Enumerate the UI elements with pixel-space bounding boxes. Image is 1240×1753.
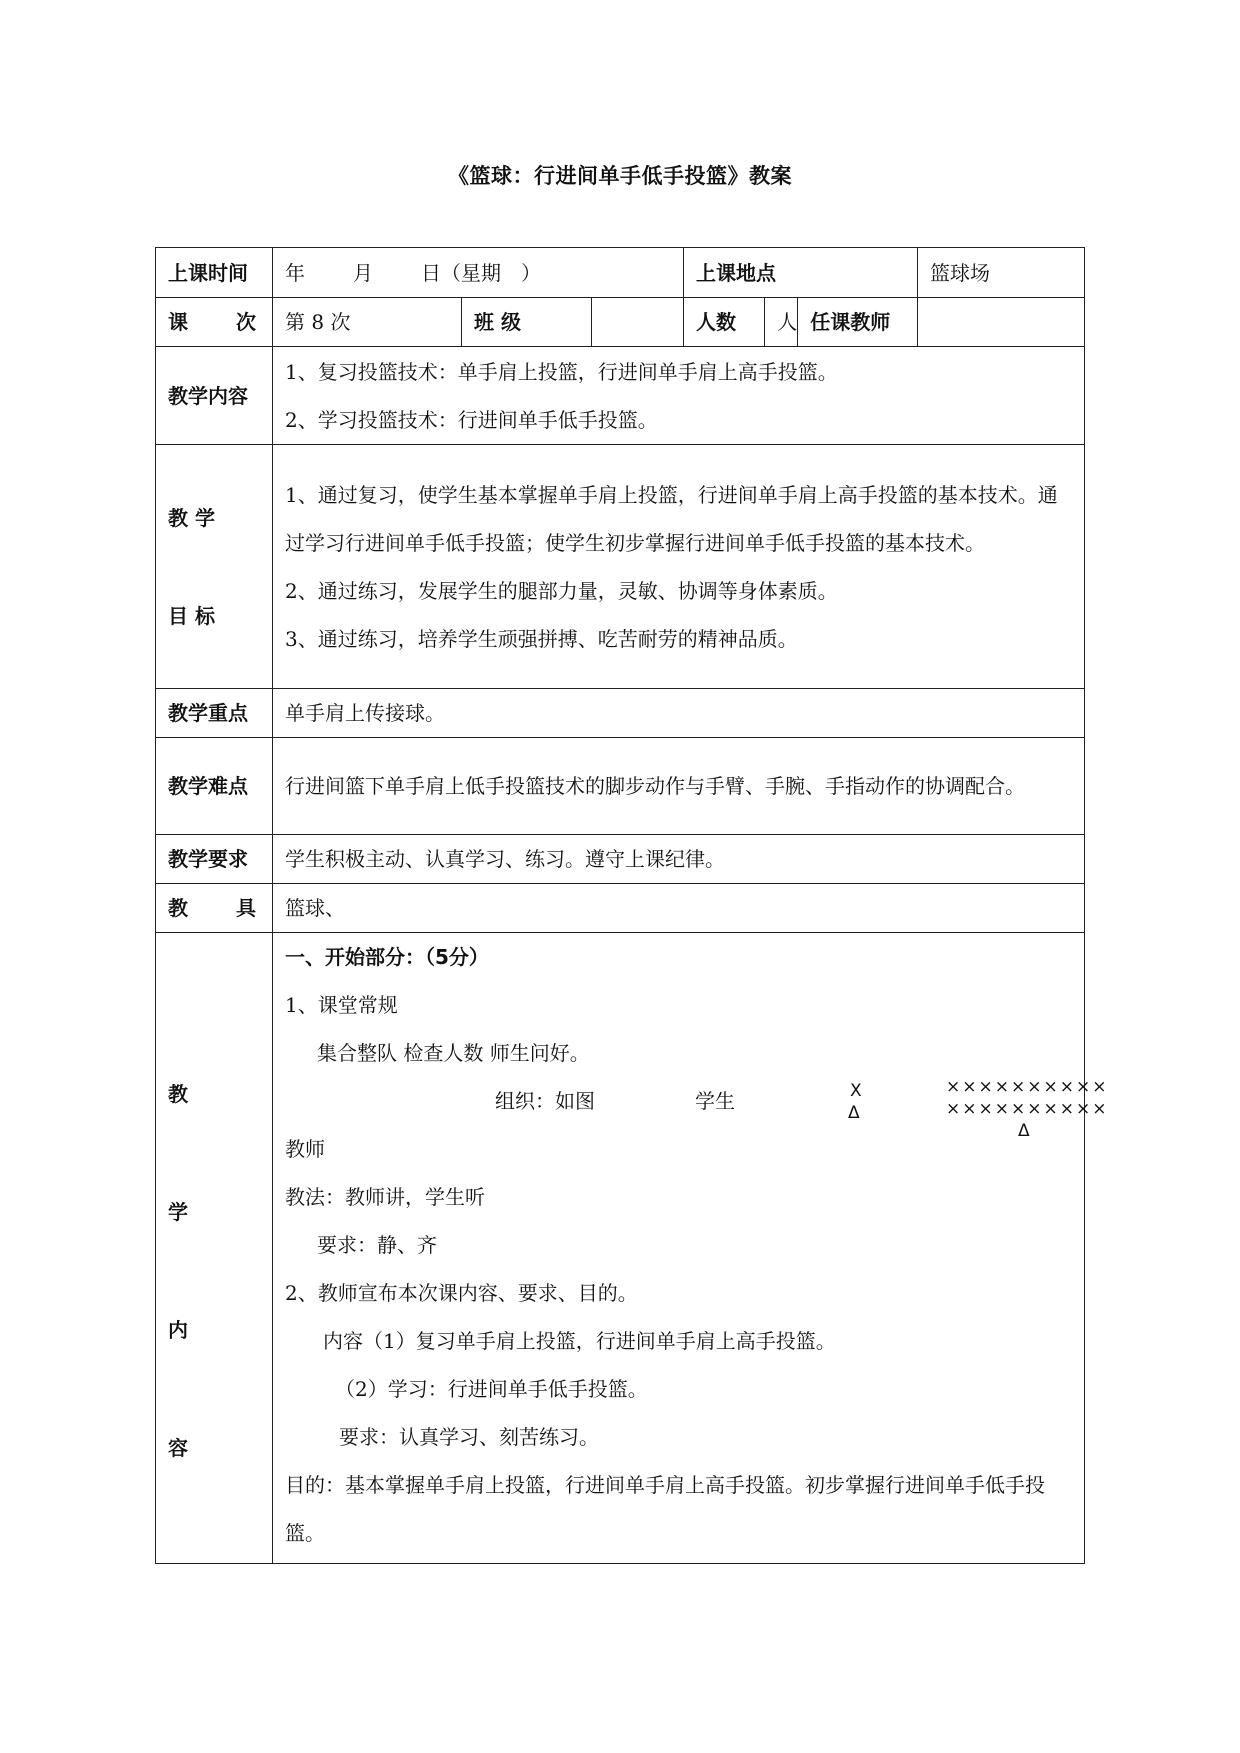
count-label-cell — [684, 298, 765, 346]
formation-row-1: ×××××××××× — [946, 1077, 1109, 1097]
process-label-cell — [156, 933, 273, 1564]
purpose-line: 目的：基本掌握单手肩上投篮，行进间单手肩上高手投篮。初步掌握行进间单手低手投篮。 — [285, 1473, 1045, 1545]
time-month: 月 — [353, 260, 373, 285]
row-requirement — [156, 835, 1085, 884]
content-line-2: 2、学习投篮技术：行进间单手低手投篮。 — [285, 407, 658, 432]
class-label-cell — [462, 298, 592, 347]
requirement-value-cell — [273, 835, 1085, 884]
place-label-cell — [684, 248, 918, 298]
count-value: 人 — [777, 310, 798, 334]
requirement-value: 学生积极主动、认真学习、练习。遵守上课纪律。 — [285, 847, 725, 871]
teacher-value — [918, 298, 1084, 346]
process-label-char-3: 内 — [168, 1318, 188, 1342]
count-value-cell — [765, 298, 798, 346]
row-teaching-process — [156, 933, 1085, 1564]
lesson-label-cell — [156, 298, 273, 347]
process-label-char-2: 学 — [168, 1200, 188, 1224]
row-time-place — [156, 248, 1085, 298]
count-cells — [684, 298, 918, 347]
class-label: 班 级 — [474, 310, 521, 334]
lesson-value-cell — [273, 298, 462, 347]
class-value-cell — [592, 298, 684, 347]
place-label: 上课地点 — [696, 260, 776, 285]
equipment-value: 篮球、 — [285, 896, 345, 920]
teacher-label-cell — [798, 298, 917, 346]
row-teaching-goals — [156, 445, 1085, 689]
content-label-cell — [156, 347, 273, 445]
lesson-label-a: 课 — [168, 310, 188, 334]
requirement-line-1: 要求：静、齐 — [317, 1233, 437, 1257]
equipment-label-b: 具 — [236, 896, 256, 920]
time-day: 日（星期 ） — [421, 260, 541, 285]
lesson-label-b: 次 — [236, 310, 256, 334]
process-value-cell — [273, 933, 1109, 1564]
content-line-1: 1、复习投篮技术：单手肩上投篮，行进间单手肩上高手投篮。 — [285, 359, 838, 384]
assembly-line: 集合整队 检查人数 师生问好。 — [317, 1041, 590, 1065]
routine-item: 1、课堂常规 — [285, 993, 398, 1017]
requirement-label: 教学要求 — [168, 847, 248, 871]
legend-student-symbol: X — [850, 1081, 864, 1101]
goals-line-2: 2、通过练习，发展学生的腿部力量，灵敏、协调等身体素质。 — [285, 578, 838, 603]
equipment-label-cell — [156, 884, 273, 933]
goals-value-cell — [273, 445, 1085, 689]
row-teaching-content — [156, 347, 1085, 445]
place-value-cell — [918, 248, 1085, 298]
content-line-b: （2）学习：行进间单手低手投篮。 — [335, 1377, 648, 1401]
count-label: 人数 — [696, 310, 736, 334]
content-line-a: 内容（1）复习单手肩上投篮，行进间单手肩上高手投篮。 — [323, 1329, 836, 1353]
requirement-line-2: 要求：认真学习、刻苦练习。 — [339, 1425, 599, 1449]
organization-label: 组织：如图 — [495, 1089, 595, 1113]
difficulty-value: 行进间篮下单手肩上低手投篮技术的脚步动作与手臂、手腕、手指动作的协调配合。 — [285, 774, 1025, 798]
section-title: 一、开始部分：（5分） — [285, 945, 489, 969]
goals-line-3: 3、通过练习，培养学生顽强拼搏、吃苦耐劳的精神品质。 — [285, 626, 798, 651]
content-label: 教学内容 — [168, 383, 248, 408]
keypoint-label-cell — [156, 689, 273, 738]
goals-line-1: 1、通过复习，使学生基本掌握单手肩上投篮，行进间单手肩上高手投篮的基本技术。通过学习行进间单手低手投篮；使学生初步掌握行进间单手低手投篮的基本技术。 — [285, 482, 1058, 555]
lesson-value: 第 8 次 — [285, 310, 351, 334]
difficulty-value-cell — [273, 738, 1085, 835]
teacher-value-cell — [918, 298, 1085, 347]
difficulty-label: 教学难点 — [168, 774, 248, 798]
process-label-char-1: 教 — [168, 1082, 188, 1106]
teacher-position-label: 教师 — [285, 1137, 325, 1161]
goals-label-bottom: 目 标 — [168, 603, 215, 628]
formation-row-2: ×××××××××× — [946, 1099, 1109, 1119]
announce-item: 2、教师宣布本次课内容、要求、目的。 — [285, 1281, 638, 1305]
goals-label-top: 教 学 — [168, 505, 215, 530]
lesson-plan-table — [155, 247, 1109, 1564]
time-value-cell — [273, 248, 684, 298]
teacher-label: 任课教师 — [810, 310, 891, 334]
time-label: 上课时间 — [168, 260, 248, 285]
process-label-char-4: 容 — [168, 1436, 188, 1460]
formation-teacher: Δ — [1018, 1121, 1032, 1141]
keypoint-value-cell — [273, 689, 1085, 738]
keypoint-label: 教学重点 — [168, 701, 248, 725]
legend-teacher-symbol: Δ — [848, 1103, 862, 1123]
place-value: 篮球场 — [930, 260, 990, 285]
time-year: 年 — [285, 260, 305, 285]
equipment-value-cell — [273, 884, 1085, 933]
difficulty-label-cell — [156, 738, 273, 835]
method-line: 教法：教师讲，学生听 — [285, 1185, 485, 1209]
content-value-cell — [273, 347, 1085, 445]
row-equipment — [156, 884, 1085, 933]
time-label-cell — [156, 248, 273, 298]
equipment-label-a: 教 — [168, 896, 188, 920]
student-label: 学生 — [695, 1089, 735, 1113]
goals-label-cell — [156, 445, 273, 689]
requirement-label-cell — [156, 835, 273, 884]
keypoint-value: 单手肩上传接球。 — [285, 701, 445, 725]
organization-line — [285, 1077, 1109, 1141]
page-title: 《篮球：行进间单手低手投篮》教案 — [448, 164, 792, 188]
row-key-point — [156, 689, 1085, 738]
row-difficulty — [156, 738, 1085, 835]
row-lesson-info — [156, 298, 1085, 347]
